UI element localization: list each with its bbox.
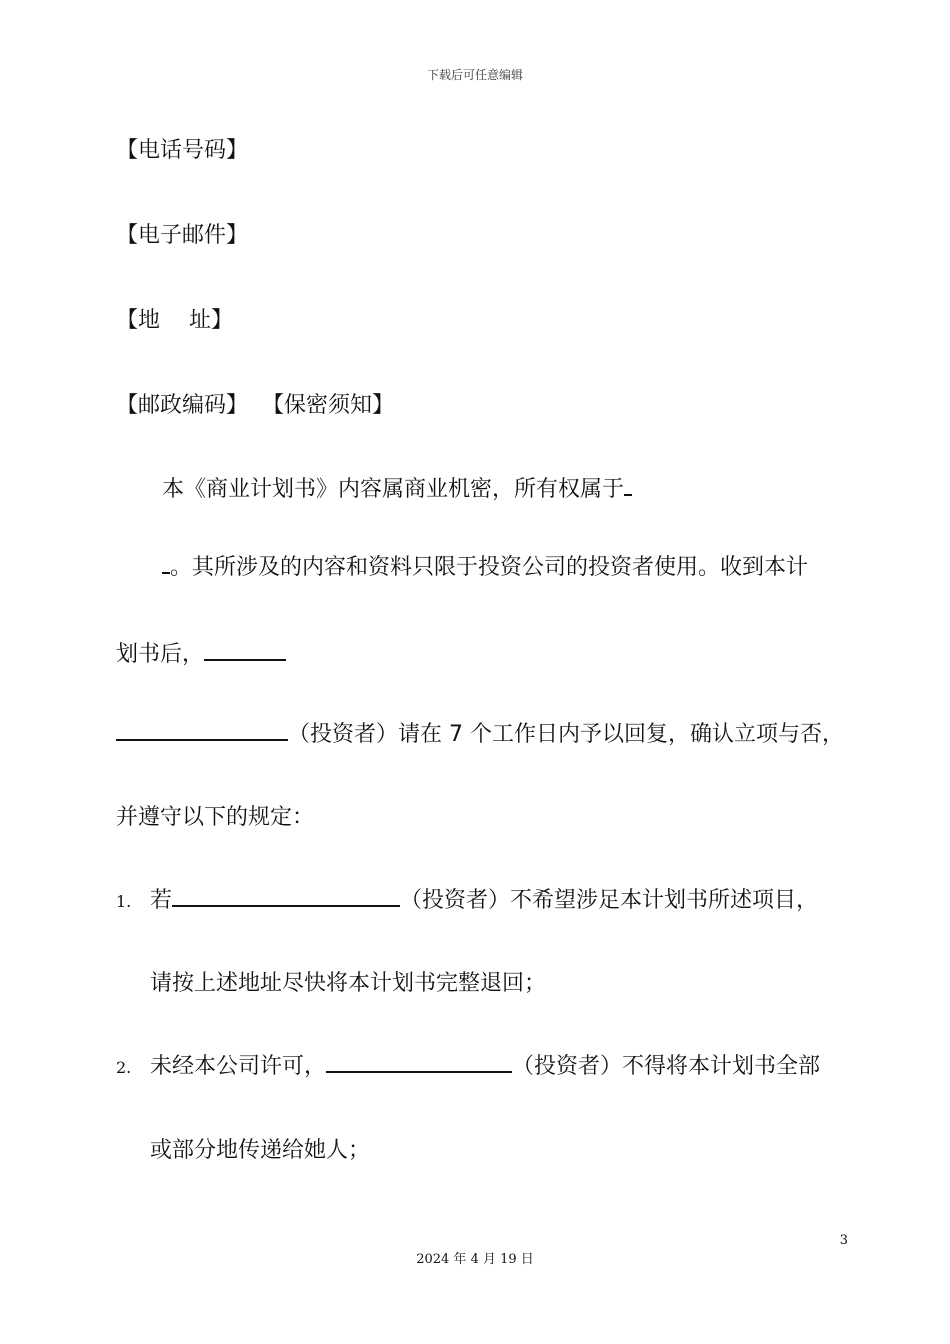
confidential-heading: 【保密须知】 — [262, 393, 395, 418]
paragraph-line: 。其所涉及的内容和资料只限于投资公司的投资者使用。收到本计 — [162, 550, 808, 583]
rule-item: 2. 未经本公司许可， （投资者）不得将本计划书全部 — [116, 1049, 820, 1083]
blank-line — [624, 472, 632, 496]
paragraph-line: 划书后， — [116, 637, 286, 670]
blank-line — [116, 717, 288, 741]
paragraph-line: （投资者）请在 7 个工作日内予以回复，确认立项与否， — [116, 717, 844, 750]
footer-date: 2024 年 4 月 19 日 — [416, 1252, 534, 1267]
rule-item: 1. 若 （投资者）不希望涉足本计划书所述项目， — [116, 883, 818, 917]
blank-line — [326, 1049, 512, 1073]
list-number: 2. — [116, 1058, 132, 1077]
blank-line — [172, 883, 400, 907]
paragraph-line: 并遵守以下的规定： — [116, 805, 315, 830]
blank-line — [162, 550, 170, 574]
list-number: 1. — [116, 892, 132, 911]
phone-field-label: 【电话号码】 — [116, 138, 249, 163]
address-field-label: 【地 址】 — [116, 308, 233, 333]
email-field-label: 【电子邮件】 — [116, 223, 249, 248]
paragraph-line: 本《商业计划书》内容属商业机密，所有权属于 — [162, 472, 632, 505]
rule-item-continuation: 或部分地传递给她人； — [150, 1138, 371, 1163]
blank-line — [204, 637, 286, 661]
page-number: 3 — [839, 1233, 848, 1248]
rule-item-continuation: 请按上述地址尽快将本计划书完整退回； — [150, 971, 547, 996]
postcode-field-label: 【邮政编码】 — [116, 393, 249, 418]
header-note: 下载后可任意编辑 — [426, 68, 523, 82]
postcode-confidential-line — [116, 391, 394, 421]
